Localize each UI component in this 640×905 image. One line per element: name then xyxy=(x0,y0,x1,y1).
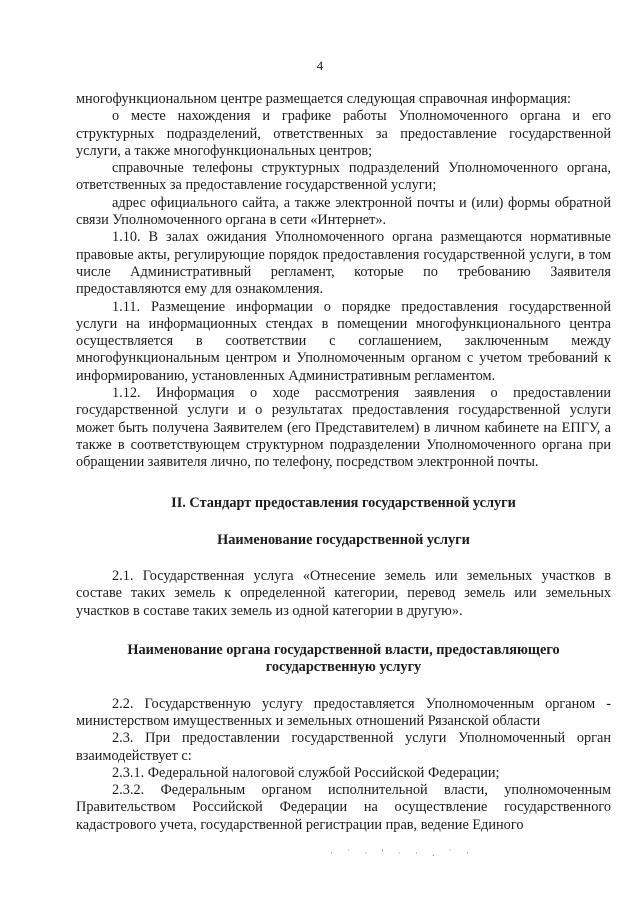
paragraph-phones-info: справочные телефоны структурных подразделений Уполномоченного органа, ответственных за предоставление государственной услуги; xyxy=(76,160,611,194)
authority-heading: Наименование органа государственной власти, предоставляющего государственную услугу xyxy=(127,642,560,676)
paragraph-2-3: 2.3. При предоставлении государственной услуги Уполномоченный орган взаимодействует с: xyxy=(76,730,611,764)
paragraph-1-11: 1.11. Размещение информации о порядке предоставления государственной услуги на информационных стендах в помещении многофункционального центра осуществляется в соответствии с соглашением, заключенным между многофункциональным центром и Уполномоченным органом с учетом требований к информированию, установленных Административным регламентом. xyxy=(76,298,611,384)
page-number: 4 xyxy=(316,58,324,73)
paragraph-1-10: 1.10. В залах ожидания Уполномоченного органа размещаются нормативные правовые акты, регулирующие порядок предоставления государственной услуги, в том числе Административный регламент, которые по требованию Заявителя предоставляются ему для ознакомления. xyxy=(76,229,611,298)
paragraph-2-1: 2.1. Государственная услуга «Отнесение земель или земельных участков в составе таких земель к определенной категории, перевод земель или земельных участков в составе таких земель из одной категории в другую». xyxy=(76,568,611,619)
paragraph-website-info: адрес официального сайта, а также электронной почты и (или) формы обратной связи Уполномоченного органа в сети «Интернет». xyxy=(76,194,611,229)
document-body xyxy=(76,91,611,834)
paragraph-2-3-1: 2.3.1. Федеральной налоговой службой Российской Федерации; xyxy=(112,764,500,781)
paragraph-2-3-2: 2.3.2. Федеральным органом исполнительной власти, уполномоченным Правительством Российской Федерации на осуществление государственного кадастрового учета, государственной регистрации прав, ведение Единого xyxy=(76,782,611,833)
section-2-heading: II. Стандарт предоставления государственной услуги xyxy=(171,494,516,511)
paragraph-2-2: 2.2. Государственную услугу предоставляется Уполномоченным органом - министерством имущественных и земельных отношений Рязанской области xyxy=(76,695,611,729)
paragraph-location-info: о месте нахождения и графике работы Уполномоченного органа и его структурных подразделений, ответственных за предоставление государственной услуги, а также многофункциональных центров; xyxy=(76,108,611,159)
scan-specks: · ˙ · ' · · . ˙ · xyxy=(330,848,475,858)
service-name-heading: Наименование государственной услуги xyxy=(217,531,470,548)
paragraph-intro: многофункциональном центре размещается следующая справочная информация: xyxy=(76,91,571,107)
paragraph-1-12: 1.12. Информация о ходе рассмотрения заявления о предоставлении государственной услуги и о результатах предоставления государственной услуги может быть получена Заявителем (его Представителем) в личном кабинете на ЕПГУ, а также в соответствующем структурном подразделении Уполномоченного органа при обращении заявителя лично, по телефону, посредством электронной почты. xyxy=(76,385,611,471)
